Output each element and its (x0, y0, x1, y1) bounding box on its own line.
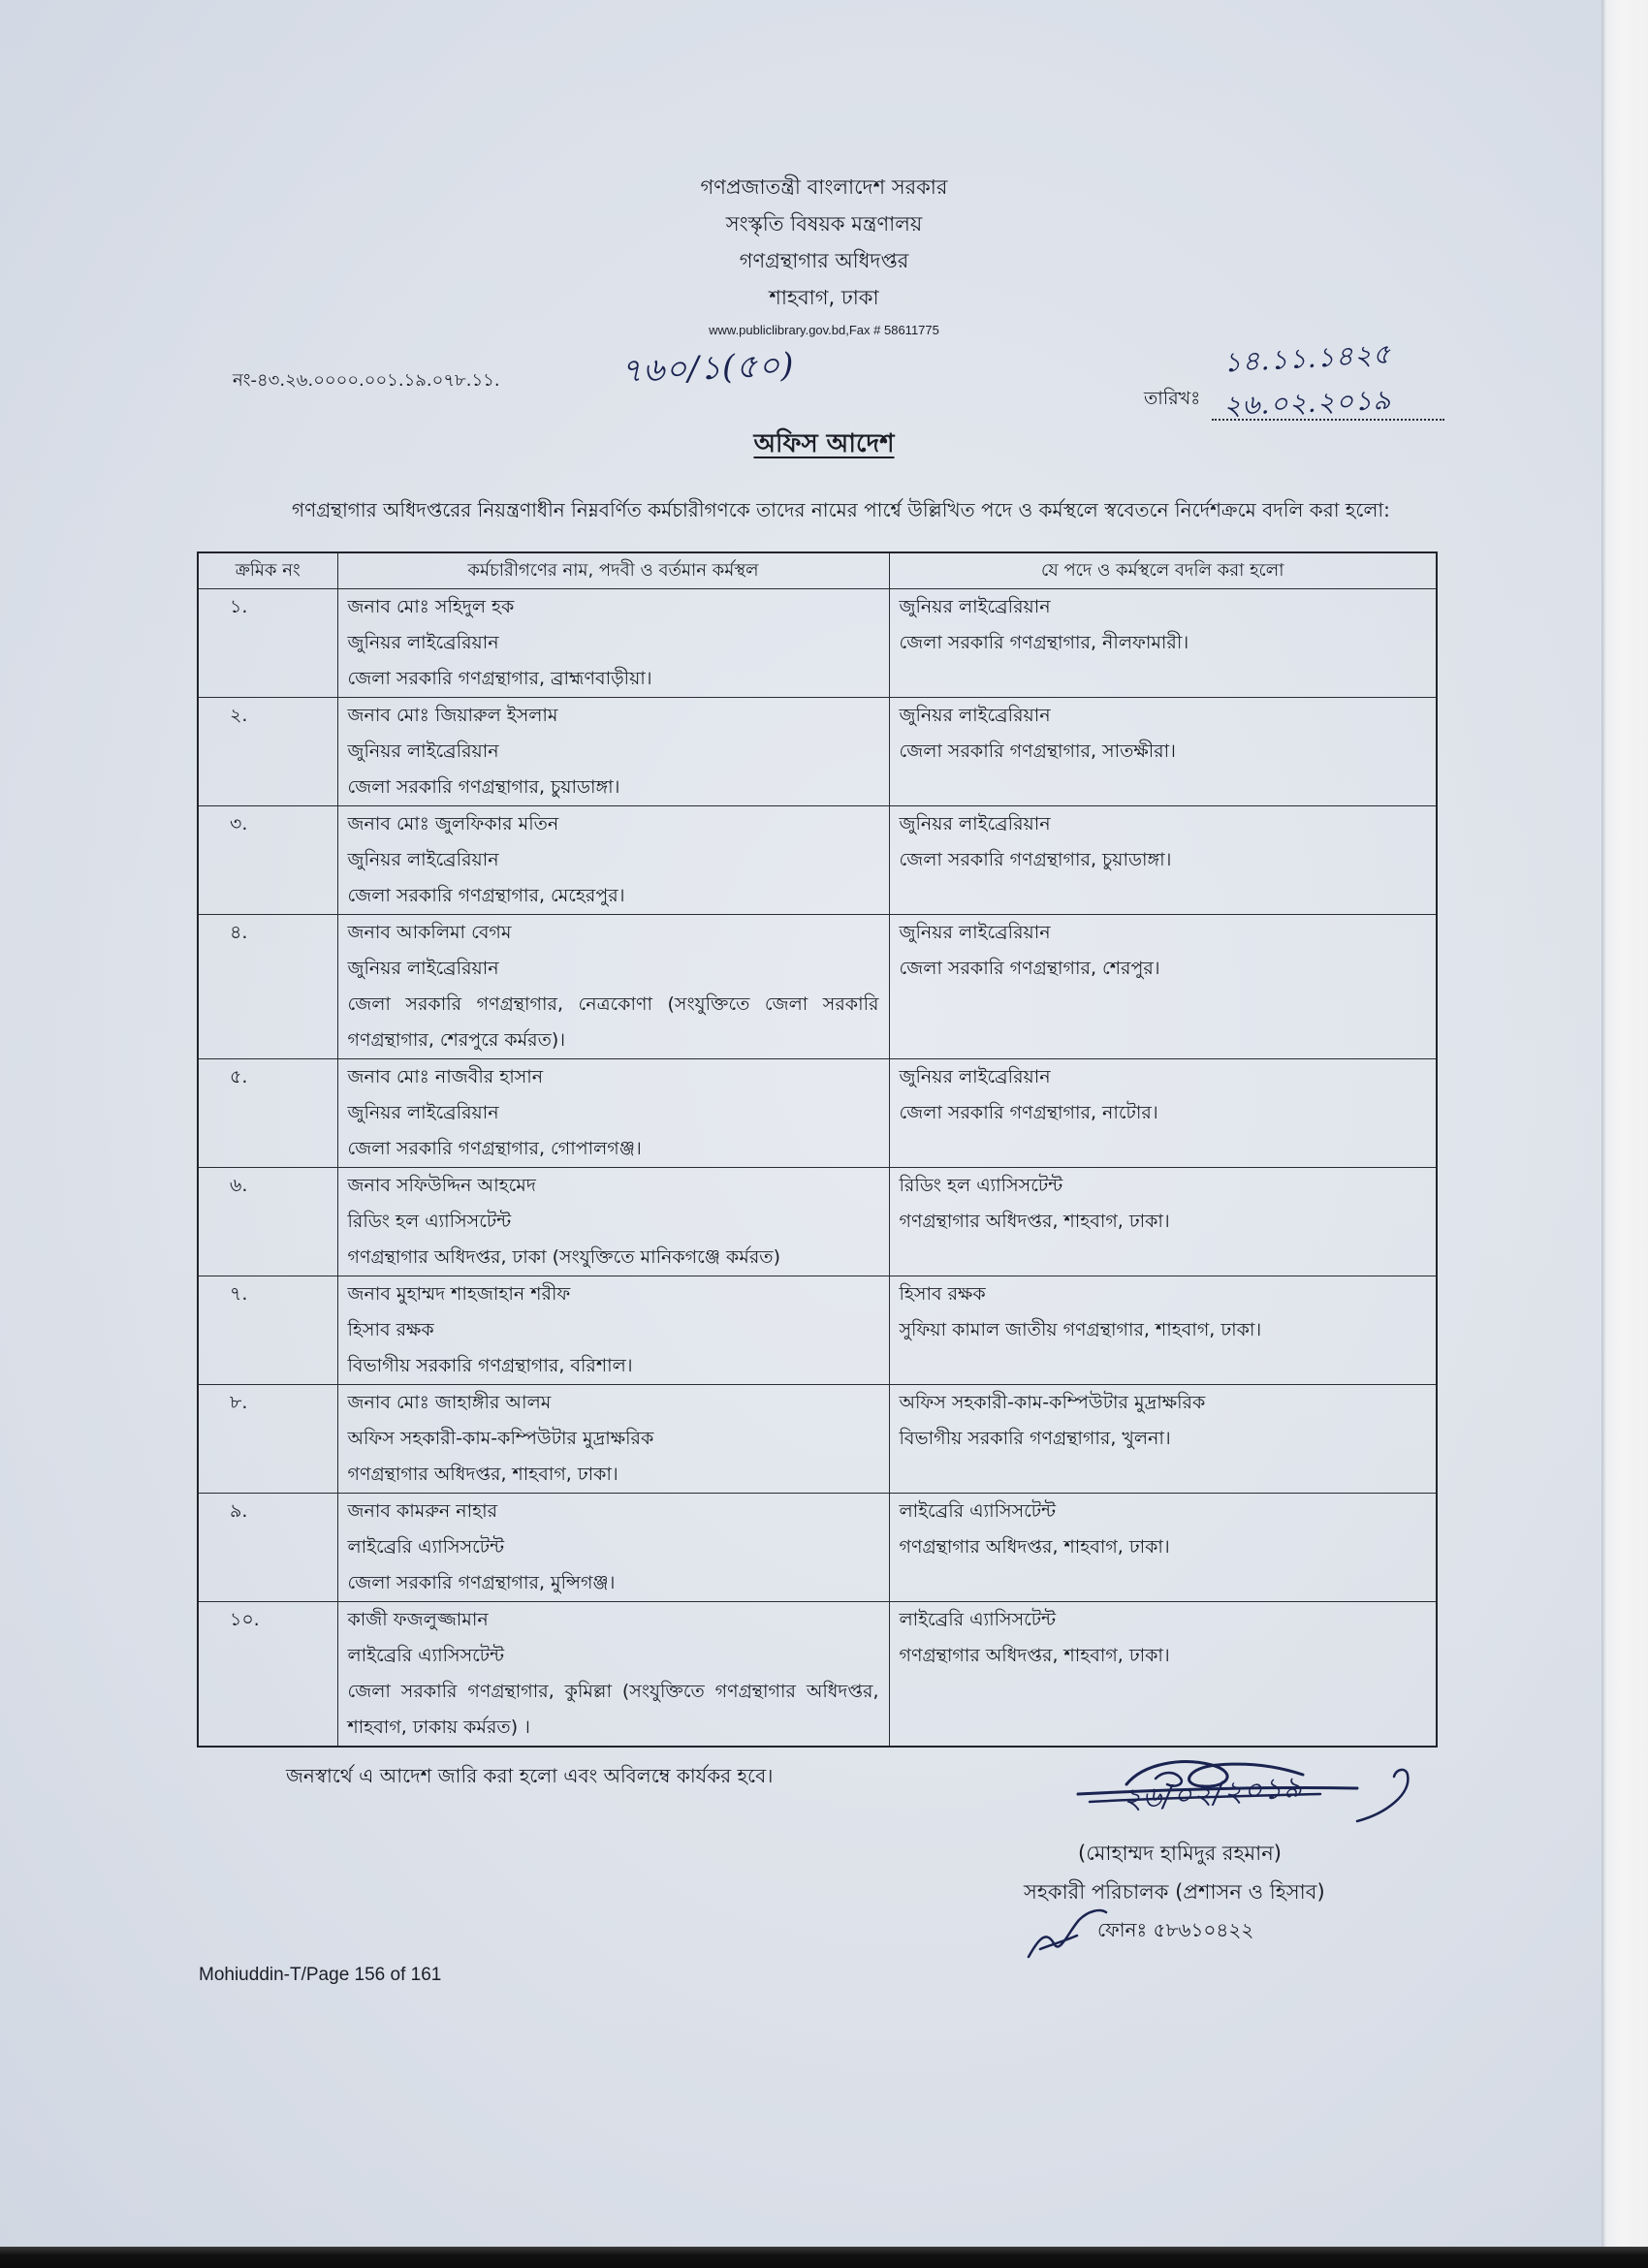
office-address: শাহবাগ, ঢাকা (769, 286, 879, 309)
current-designation: জুনিয়র লাইব্রেরিয়ান (347, 849, 499, 870)
table-row (198, 1276, 1437, 1385)
new-designation: জুনিয়র লাইব্রেরিয়ান (899, 1066, 1051, 1087)
transfer-post-cell (889, 1494, 1437, 1602)
serial-number: ৪. (198, 915, 337, 1059)
order-paragraph: গণগ্রন্থাগার অধিদপ্তরের নিয়ন্ত্রণাধীন নিম্নবর্ণিত কর্মচারীগণকে তাদের নামের পার্শ্বে উল্লিখিত পদে ও কর্মস্থলে স্ববেতনে নির্দেশক্রমে বদলি করা হলো: (292, 498, 1390, 521)
table-row (198, 589, 1437, 698)
employee-name: জনাব মোঃ নাজবীর হাসান (347, 1066, 544, 1087)
new-designation: অফিস সহকারী-কাম-কম্পিউটার মুদ্রাক্ষরিক (899, 1392, 1206, 1413)
document-title (533, 426, 1115, 461)
current-post-cell (337, 1602, 889, 1748)
new-designation: হিসাব রক্ষক (899, 1283, 986, 1305)
bangla-date-handwritten: ১৪.১১.১৪২৫ (1222, 337, 1392, 379)
transfer-post-cell (889, 806, 1437, 915)
serial-number: ১. (198, 589, 337, 698)
current-designation: রিডিং হল এ্যাসিসটেন্ট (347, 1211, 512, 1232)
effect-note: জনস্বার্থে এ আদেশ জারি করা হলো এবং অবিলম্বে কার্যকর হবে। (286, 1764, 774, 1787)
serial-number: ৭. (198, 1276, 337, 1385)
ministry-name: সংস্কৃতি বিষয়ক মন্ত্রণালয় (725, 212, 923, 236)
new-workplace: জেলা সরকারি গণগ্রন্থাগার, শেরপুর। (899, 958, 1160, 979)
current-workplace: জেলা সরকারি গণগ্রন্থাগার, ব্রাহ্মণবাড়ীয়া। (347, 668, 652, 689)
employee-name: জনাব মোঃ সহিদুল হক (347, 596, 515, 617)
employee-name: জনাব মোঃ জুলফিকার মতিন (347, 813, 559, 835)
current-post-cell (337, 1168, 889, 1276)
serial-number: ৫. (198, 1059, 337, 1168)
signatory-designation: সহকারী পরিচালক (প্রশাসন ও হিসাব) (1024, 1880, 1325, 1904)
new-workplace: জেলা সরকারি গণগ্রন্থাগার, চুয়াডাঙ্গা। (899, 849, 1172, 870)
current-workplace: জেলা সরকারি গণগ্রন্থাগার, মুন্সিগঞ্জ। (347, 1572, 616, 1593)
new-workplace: গণগ্রন্থাগার অধিদপ্তর, শাহবাগ, ঢাকা। (899, 1645, 1170, 1666)
signature-date-handwritten: ২৬/০২/২০১৯ (1121, 1770, 1305, 1817)
new-workplace: জেলা সরকারি গণগ্রন্থাগার, নীলফামারী। (899, 632, 1189, 653)
current-workplace: জেলা সরকারি গণগ্রন্থাগার, মেহেরপুর। (347, 885, 625, 906)
current-designation: লাইব্রেরি এ্যাসিসটেন্ট (347, 1536, 505, 1558)
current-designation: হিসাব রক্ষক (347, 1319, 434, 1340)
scan-edge-right (1601, 0, 1648, 2268)
transfer-post-cell (889, 1602, 1437, 1748)
new-workplace: সুফিয়া কামাল জাতীয় গণগ্রন্থাগার, শাহবাগ, ঢাকা। (899, 1319, 1262, 1340)
document-title-text: অফিস আদেশ (753, 429, 895, 458)
current-post-cell (337, 1494, 889, 1602)
table-row (198, 1168, 1437, 1276)
transfer-post-cell (889, 589, 1437, 698)
transfer-post-cell (889, 1168, 1437, 1276)
serial-number: ৬. (198, 1168, 337, 1276)
table-row (198, 698, 1437, 806)
date-label: তারিখঃ (1144, 388, 1201, 409)
current-designation: জুনিয়র লাইব্রেরিয়ান (347, 1102, 499, 1123)
serial-number: ৮. (198, 1385, 337, 1494)
employee-name: জনাব কামরুন নাহার (347, 1500, 498, 1522)
new-workplace: গণগ্রন্থাগার অধিদপ্তর, শাহবাগ, ঢাকা। (899, 1211, 1170, 1232)
date-dotted-line (1212, 419, 1444, 421)
employee-name: জনাব মোঃ জিয়ারুল ইসলাম (347, 705, 558, 726)
employee-name: জনাব সফিউদ্দিন আহমেদ (347, 1175, 536, 1196)
transfer-post-cell (889, 1059, 1437, 1168)
serial-number: ৩. (198, 806, 337, 915)
current-designation: অফিস সহকারী-কাম-কম্পিউটার মুদ্রাক্ষরিক (347, 1428, 654, 1449)
current-post-cell (337, 589, 889, 698)
department-name: গণগ্রন্থাগার অধিদপ্তর (739, 249, 909, 272)
current-post-cell (337, 698, 889, 806)
current-workplace: জেলা সরকারি গণগ্রন্থাগার, চুয়াডাঙ্গা। (347, 776, 620, 798)
serial-number: ২. (198, 698, 337, 806)
page-reference: Mohiuddin-T/Page 156 of 161 (199, 1965, 442, 1985)
current-designation: লাইব্রেরি এ্যাসিসটেন্ট (347, 1645, 505, 1666)
serial-number: ৯. (198, 1494, 337, 1602)
transfer-post-cell (889, 698, 1437, 806)
table-row (198, 806, 1437, 915)
current-workplace: জেলা সরকারি গণগ্রন্থাগার, নেত্রকোণা (সংযুক্তিতে জেলা সরকারি গণগ্রন্থাগার, শেরপুরে কর্মরত)। (347, 993, 879, 1051)
table-row (198, 1385, 1437, 1494)
current-workplace: জেলা সরকারি গণগ্রন্থাগার, কুমিল্লা (সংযুক্তিতে গণগ্রন্থাগার অধিদপ্তর, শাহবাগ, ঢাকায় কর্মরত) । (347, 1681, 879, 1738)
signatory-name: (মোহাম্মদ হামিদুর রহমান) (1078, 1842, 1282, 1865)
new-workplace: জেলা সরকারি গণগ্রন্থাগার, নাটোর। (899, 1102, 1158, 1123)
current-post-cell (337, 915, 889, 1059)
transfer-table (197, 551, 1438, 1748)
memo-number: নং-৪৩.২৬.০০০০.০০১.১৯.০৭৮.১১. (233, 370, 500, 391)
new-workplace: জেলা সরকারি গণগ্রন্থাগার, সাতক্ষীরা। (899, 740, 1176, 762)
table-row (198, 1602, 1437, 1748)
employee-name: কাজী ফজলুজ্জামান (347, 1609, 489, 1630)
new-workplace: গণগ্রন্থাগার অধিদপ্তর, শাহবাগ, ঢাকা। (899, 1536, 1170, 1558)
transfer-post-cell (889, 1276, 1437, 1385)
employee-name: জনাব মুহাম্মদ শাহজাহান শরীফ (347, 1283, 571, 1305)
govt-name: গণপ্রজাতন্ত্রী বাংলাদেশ সরকার (700, 175, 948, 199)
header-transfer: যে পদে ও কর্মস্থলে বদলি করা হলো (889, 552, 1437, 589)
current-workplace: জেলা সরকারি গণগ্রন্থাগার, গোপালগঞ্জ। (347, 1138, 642, 1159)
new-designation: লাইব্রেরি এ্যাসিসটেন্ট (899, 1609, 1057, 1630)
new-designation: লাইব্রেরি এ্যাসিসটেন্ট (899, 1500, 1057, 1522)
current-post-cell (337, 806, 889, 915)
table-header-row (198, 552, 1437, 589)
new-designation: জুনিয়র লাইব্রেরিয়ান (899, 705, 1051, 726)
header-serial: ক্রমিক নং (198, 552, 337, 589)
transfer-post-cell (889, 915, 1437, 1059)
new-designation: রিডিং হল এ্যাসিসটেন্ট (899, 1175, 1063, 1196)
scan-edge-bottom (0, 2247, 1648, 2268)
serial-number: ১০. (198, 1602, 337, 1748)
website-fax: www.publiclibrary.gov.bd,Fax # 58611775 (709, 323, 939, 337)
employee-name: জনাব আকলিমা বেগম (347, 922, 512, 943)
header-current: কর্মচারীগণের নাম, পদবী ও বর্তমান কর্মস্থল (337, 552, 889, 589)
new-designation: জুনিয়র লাইব্রেরিয়ান (899, 596, 1051, 617)
new-designation: জুনিয়র লাইব্রেরিয়ান (899, 813, 1051, 835)
current-designation: জুনিয়র লাইব্রেরিয়ান (347, 740, 499, 762)
new-workplace: বিভাগীয় সরকারি গণগ্রন্থাগার, খুলনা। (899, 1428, 1171, 1449)
current-designation: জুনিয়র লাইব্রেরিয়ান (347, 958, 499, 979)
table-row (198, 1494, 1437, 1602)
current-workplace: বিভাগীয় সরকারি গণগ্রন্থাগার, বরিশাল। (347, 1355, 633, 1376)
current-workplace: গণগ্রন্থাগার অধিদপ্তর, শাহবাগ, ঢাকা। (347, 1464, 618, 1485)
current-workplace: গণগ্রন্থাগার অধিদপ্তর, ঢাকা (সংযুক্তিতে মানিকগঞ্জে কর্মরত) (347, 1246, 780, 1268)
current-post-cell (337, 1385, 889, 1494)
document-body (197, 492, 1449, 1995)
table-row (198, 915, 1437, 1059)
current-post-cell (337, 1276, 889, 1385)
signatory-phone: ফোনঃ ৫৮৬১০৪২২ (1097, 1918, 1254, 1941)
new-designation: জুনিয়র লাইব্রেরিয়ান (899, 922, 1051, 943)
footer-area (197, 1748, 1449, 1995)
memo-number-handwritten: ৭৬০/১(৫০) (619, 345, 796, 392)
employee-name: জনাব মোঃ জাহাঙ্গীর আলম (347, 1392, 552, 1413)
current-designation: জুনিয়র লাইব্রেরিয়ান (347, 632, 499, 653)
current-post-cell (337, 1059, 889, 1168)
transfer-post-cell (889, 1385, 1437, 1494)
date-handwritten: ২৬.০২.২০১৯ (1222, 383, 1392, 423)
table-row (198, 1059, 1437, 1168)
